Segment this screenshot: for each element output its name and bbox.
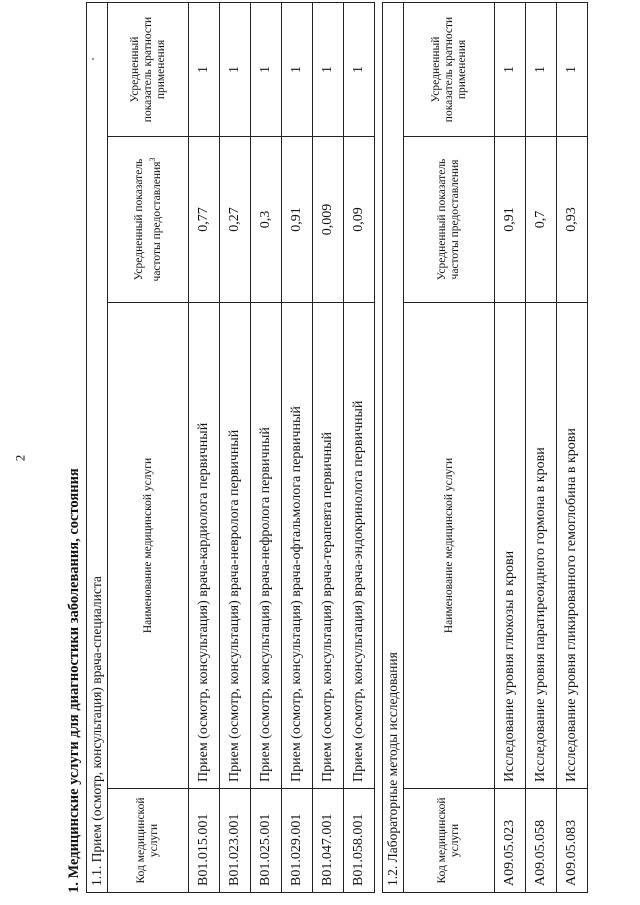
service-name: Прием (осмотр, консультация) врача-офтальмолога первичный (282, 303, 313, 789)
header-frequency: Усредненный показатель частоты предоставления (404, 137, 495, 303)
service-name: Прием (осмотр, консультация) врача-кардиолога первичный (189, 303, 220, 789)
multiplicity-value: 1 (251, 3, 282, 137)
service-name: Прием (осмотр, консультация) врача-невролога первичный (220, 303, 251, 789)
frequency-value: 0,009 (313, 137, 344, 303)
consultations-table (86, 2, 375, 893)
frequency-value: 0,3 (251, 137, 282, 303)
service-name: Прием (осмотр, консультация) врача-терапевта первичный (313, 303, 344, 789)
service-code: B01.025.001 (251, 789, 282, 893)
service-code: A09.05.083 (557, 789, 588, 893)
header-code: Код медицинской услуги (404, 789, 495, 893)
table-caption-row (87, 3, 108, 893)
page-number-text: 2 (12, 454, 27, 462)
service-code: B01.023.001 (220, 789, 251, 893)
service-code: B01.015.001 (189, 789, 220, 893)
table1-caption: 1.1. Прием (осмотр, консультация) врача-специалиста (87, 3, 108, 893)
table-caption-row (383, 2, 404, 892)
service-code: B01.029.001 (282, 789, 313, 893)
service-name: Исследование уровня гликированного гемоглобина в крови (557, 303, 588, 789)
service-code: B01.047.001 (313, 789, 344, 893)
multiplicity-value: 1 (344, 3, 375, 137)
frequency-value: 0,27 (220, 137, 251, 303)
frequency-value: 0,77 (189, 137, 220, 303)
header-frequency-text: Усредненный показатель частоты предоставления (132, 158, 163, 282)
service-code: B01.058.001 (344, 789, 375, 893)
header-multiplicity: Усредненный показатель кратности применения (108, 3, 189, 137)
table-row (557, 2, 588, 892)
table-row (251, 3, 282, 893)
service-code: A09.05.023 (495, 789, 526, 893)
service-name: Исследование уровня паратиреоидного гормона в крови (526, 303, 557, 789)
table-row (282, 3, 313, 893)
multiplicity-value: 1 (495, 2, 526, 136)
frequency-value: 0,7 (526, 137, 557, 303)
table-header-row (108, 3, 189, 893)
service-code: A09.05.058 (526, 789, 557, 893)
service-name: Исследование уровня глюкозы в крови (495, 303, 526, 789)
frequency-value: 0,91 (282, 137, 313, 303)
service-name: Прием (осмотр, консультация) врача-эндокринолога первичный (344, 303, 375, 789)
table-header-row (404, 2, 495, 892)
table-row (313, 3, 344, 893)
section-title: 1. Медицинские услуги для диагностики заболевания, состояния (66, 468, 82, 893)
multiplicity-value: 1 (282, 3, 313, 137)
multiplicity-value: 1 (526, 2, 557, 136)
header-frequency (108, 137, 189, 303)
table2-caption: 1.2. Лабораторные методы исследования (383, 2, 404, 892)
frequency-value: 0,09 (344, 137, 375, 303)
table-row (189, 3, 220, 893)
header-name: Наименование медицинской услуги (108, 303, 189, 789)
frequency-value: 0,93 (557, 137, 588, 303)
table-row (220, 3, 251, 893)
service-name: Прием (осмотр, консультация) врача-нефролога первичный (251, 303, 282, 789)
header-code: Код медицинской услуги (108, 789, 189, 893)
lab-tests-table (382, 2, 588, 893)
frequency-value: 0,91 (495, 137, 526, 303)
multiplicity-value: 1 (220, 3, 251, 137)
page-number (0, 450, 40, 466)
header-multiplicity: Усредненный показатель кратности применения (404, 2, 495, 136)
table-row (495, 2, 526, 892)
multiplicity-value: 1 (557, 2, 588, 136)
multiplicity-value: 1 (313, 3, 344, 137)
multiplicity-value: 1 (189, 3, 220, 137)
header-name: Наименование медицинской услуги (404, 303, 495, 789)
table-row (344, 3, 375, 893)
footnote-marker: 3 (147, 157, 157, 162)
rotated-document-content (62, 3, 602, 893)
table-row (526, 2, 557, 892)
